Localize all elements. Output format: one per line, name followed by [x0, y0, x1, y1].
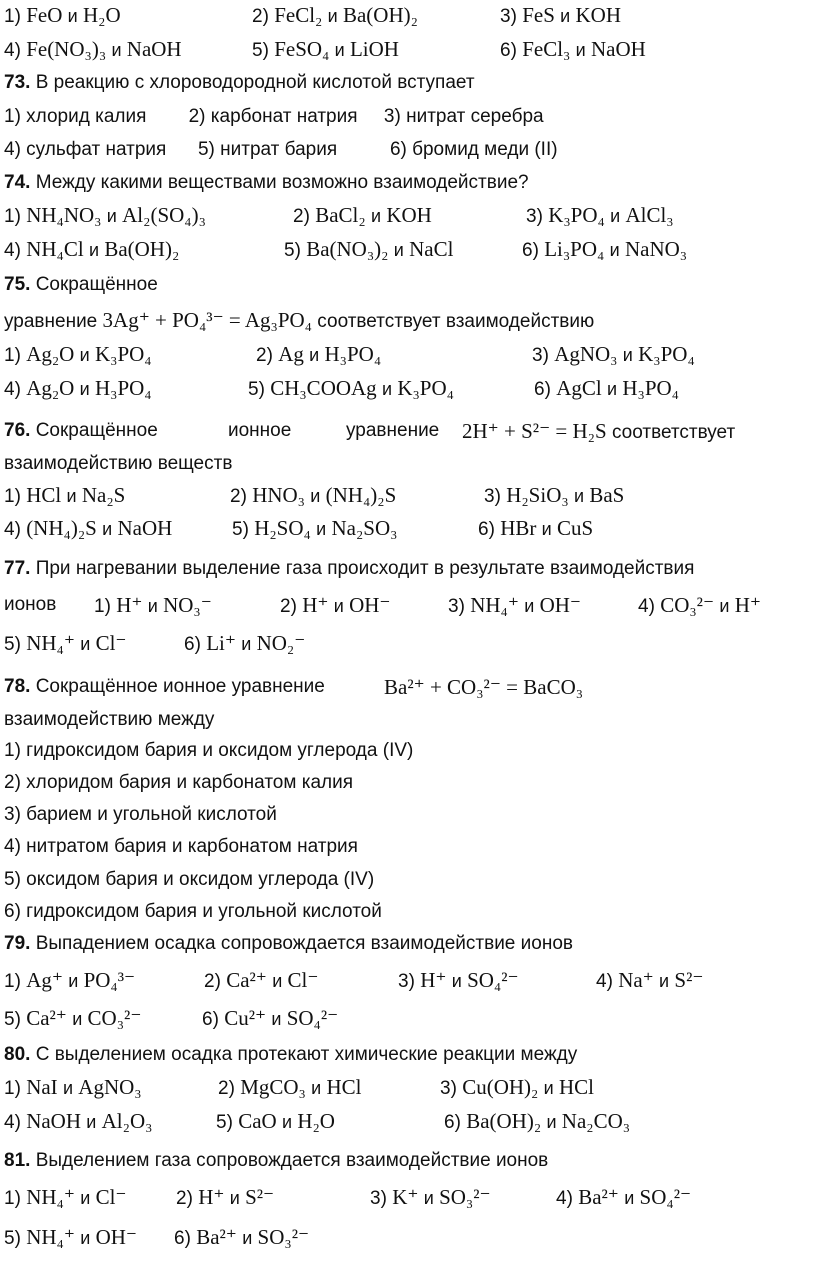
- ionic-equation: Ba²⁺ + CO₃²⁻ = BaCO₃: [384, 675, 584, 699]
- option: 1) NH₄⁺ и Cl⁻: [4, 1185, 127, 1209]
- option: 4) Na⁺ и S²⁻: [596, 968, 704, 992]
- option: 6) Li⁺ и NO₂⁻: [184, 631, 306, 655]
- option: 5) Ca²⁺ и CO₃²⁻: [4, 1006, 142, 1030]
- option: 6) Cu²⁺ и SO₄²⁻: [202, 1006, 339, 1030]
- option: 2) BaCl₂ и KOH: [293, 203, 432, 227]
- option: 6) HBr и CuS: [478, 516, 594, 540]
- option: 4) NaOH и Al₂O₃: [4, 1109, 153, 1133]
- question-number: 73.: [4, 72, 31, 93]
- option: 6) AgCl и H₃PO₄: [534, 376, 679, 400]
- option: 4) CO₃²⁻ и H⁺: [638, 593, 761, 617]
- option: 1) FeO и H₂O: [4, 3, 121, 27]
- option-line: 4) сульфат натрия 5) нитрат бария 6) бромид меди (II): [4, 139, 558, 160]
- question-number: 80.: [4, 1044, 31, 1065]
- question-number: 77.: [4, 558, 31, 579]
- option: 2) FeCl₂ и Ba(OH)₂: [252, 3, 418, 27]
- option: 3) AgNO₃ и K₃PO₄: [532, 342, 695, 366]
- option: 4) NH₄Cl и Ba(OH)₂: [4, 237, 180, 261]
- option: 4) Ba²⁺ и SO₄²⁻: [556, 1185, 692, 1209]
- option: 4) Fe(NO₃)₃ и NaOH: [4, 37, 182, 61]
- option: 1) Ag⁺ и PO₄³⁻: [4, 968, 136, 992]
- option: 1) NaI и AgNO₃: [4, 1075, 142, 1099]
- option: 2) MgCO₃ и HCl: [218, 1075, 362, 1099]
- option: 3) H⁺ и SO₄²⁻: [398, 968, 519, 992]
- option: 2) Ca²⁺ и Cl⁻: [204, 968, 319, 992]
- question-number: 81.: [4, 1150, 31, 1171]
- question-number: 75.: [4, 274, 31, 295]
- option: 2) H⁺ и S²⁻: [176, 1185, 275, 1209]
- option: 3) K₃PO₄ и AlCl₃: [526, 203, 674, 227]
- option: 4) Ag₂O и H₃PO₄: [4, 376, 152, 400]
- option: 2) HNO₃ и (NH₄)₂S: [230, 483, 397, 507]
- option-line: 1) хлорид калия 2) карбонат натрия 3) нитрат серебра: [4, 106, 544, 127]
- option: 5) CaO и H₂O: [216, 1109, 335, 1133]
- option: 1) HCl и Na₂S: [4, 483, 126, 507]
- option: 5) NH₄⁺ и Cl⁻: [4, 631, 127, 655]
- option: 2) H⁺ и OH⁻: [280, 593, 391, 617]
- option: 1) NH₄NO₃ и Al₂(SO₄)₃: [4, 203, 206, 227]
- option: 3) K⁺ и SO₃²⁻: [370, 1185, 491, 1209]
- ionic-equation: 3Ag⁺ + PO₄³⁻ = Ag₃PO₄: [102, 308, 313, 332]
- option: 3) NH₄⁺ и OH⁻: [448, 593, 581, 617]
- option: 6) Ba(OH)₂ и Na₂CO₃: [444, 1109, 631, 1133]
- option: 3) Cu(OH)₂ и HCl: [440, 1075, 594, 1099]
- question-text: При нагревании выделение газа происходит в результате взаимодействия: [35, 558, 695, 579]
- question-text: С выделением осадка протекают химические реакции между: [35, 1044, 578, 1065]
- option: 6) Li₃PO₄ и NaNO₃: [522, 237, 688, 261]
- option: 2) Ag и H₃PO₄: [256, 342, 382, 366]
- option: 1) H⁺ и NO₃⁻: [94, 593, 212, 617]
- question-number: 78.: [4, 676, 31, 697]
- option: 5) NH₄⁺ и OH⁻: [4, 1225, 137, 1249]
- option: 5) CH₃COOAg и K₃PO₄: [248, 376, 454, 400]
- question-text: Выделением газа сопровождается взаимодействие ионов: [35, 1150, 549, 1171]
- question-text: Выпадением осадка сопровождается взаимодействие ионов: [35, 933, 573, 954]
- ionic-equation: 2H⁺ + S²⁻ = H₂S: [462, 419, 607, 443]
- option: 3) H₂SiO₃ и BaS: [484, 483, 625, 507]
- option: 4) (NH₄)₂S и NaOH: [4, 516, 173, 540]
- option: 3) FeS и KOH: [500, 3, 621, 27]
- question-number: 76.: [4, 420, 31, 441]
- option: 5) FeSO₄ и LiOH: [252, 37, 399, 61]
- option: 5) Ba(NO₃)₂ и NaCl: [284, 237, 454, 261]
- question-number: 79.: [4, 933, 31, 954]
- option: 6) Ba²⁺ и SO₃²⁻: [174, 1225, 310, 1249]
- question-text: В реакцию с хлороводородной кислотой вступает: [35, 72, 475, 93]
- option: 5) H₂SO₄ и Na₂SO₃: [232, 516, 398, 540]
- question-number: 74.: [4, 172, 31, 193]
- question-text: Между какими веществами возможно взаимодействие?: [35, 172, 529, 193]
- option: 1) Ag₂O и K₃PO₄: [4, 342, 152, 366]
- option: 6) FeCl₃ и NaOH: [500, 37, 646, 61]
